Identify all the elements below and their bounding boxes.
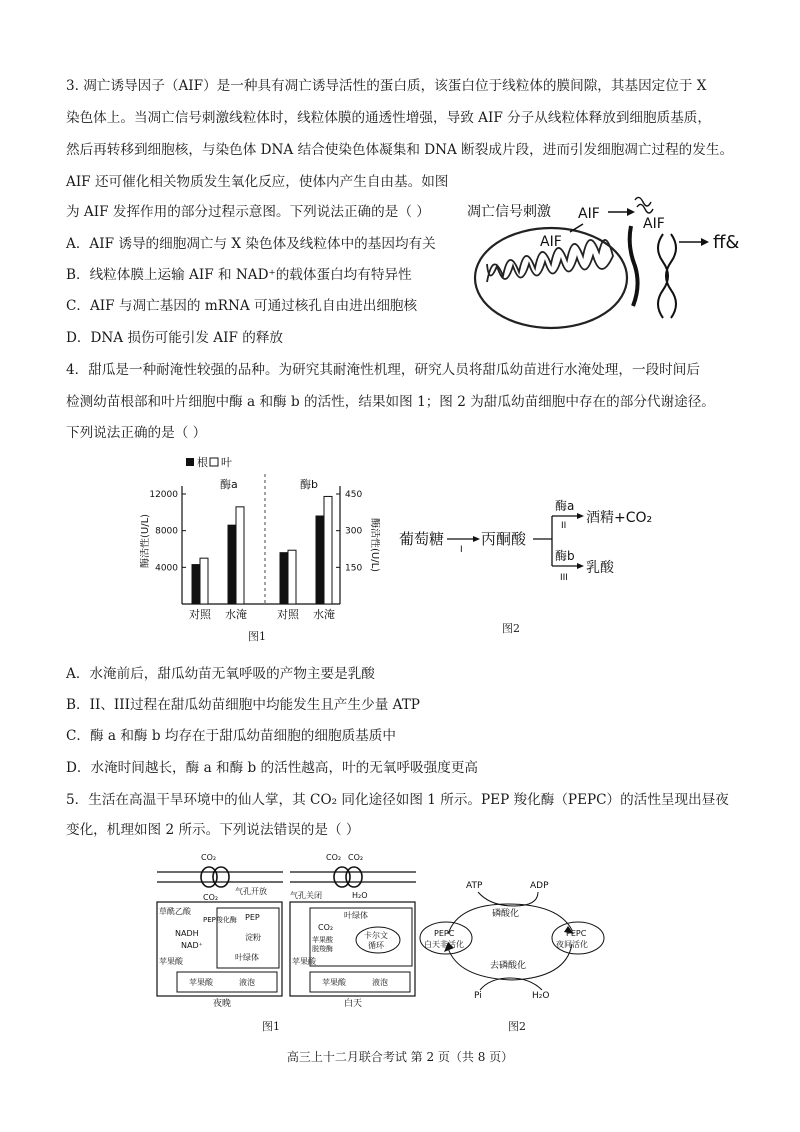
bar-酶a-根-对照 xyxy=(192,565,200,604)
night-co2-bot: CO₂ xyxy=(203,893,219,902)
q3-stem-line3: 然后再转移到细胞核，与染色体 DNA 结合使染色体凝集和 DNA 断裂成片段，进而引发细胞凋亡过程的发生。 xyxy=(66,142,734,158)
cycle-adp: ADP xyxy=(530,881,549,891)
pepc-cycle-diagram xyxy=(418,872,618,1002)
q4-stem-line1: 4．甜瓜是一种耐淹性较强的品种。为研究其耐淹性机理，研究人员将甜瓜幼苗进行水淹处理，一段时间后 xyxy=(66,362,700,378)
q4-fig2-caption: 图2 xyxy=(502,622,520,635)
aif-signal-label: 凋亡信号刺激 xyxy=(467,204,551,220)
q3-option-b: B．线粒体膜上运输 AIF 和 NAD⁺的载体蛋白均有特异性 xyxy=(66,267,412,283)
y-tick-label: 300 xyxy=(345,526,363,537)
cycle-right-line1: PEPC xyxy=(566,929,587,938)
aif-right-label: AIF xyxy=(643,216,665,232)
legend-root: 根 xyxy=(197,456,208,469)
day-co2: CO₂ xyxy=(318,923,334,932)
q5-fig2-caption: 图2 xyxy=(508,1020,526,1033)
q3-option-a: A．AIF 诱导的细胞凋亡与 X 染色体及线粒体中的基因均有关 xyxy=(66,236,436,252)
q4-option-c: C．酶 a 和酶 b 均存在于甜瓜幼苗细胞的细胞质基质中 xyxy=(66,728,396,744)
day-enzyme-line1: 苹果酸 xyxy=(312,936,333,944)
day-enzyme-line2: 脱羧酶 xyxy=(312,945,333,953)
legend-leaf: 叶 xyxy=(221,456,232,469)
y-tick-label: 150 xyxy=(345,563,363,574)
q4-option-b: B．II、III过程在甜瓜幼苗细胞中均能发生且产生少量 ATP xyxy=(66,697,420,713)
night-malate: 苹果酸 xyxy=(159,957,183,966)
chart-legend xyxy=(186,455,232,469)
day-label: 白天 xyxy=(344,999,363,1008)
day-stoma: 气孔关闭 xyxy=(290,891,322,900)
q4-option-d: D．水淹时间越长，酶 a 和酶 b 的活性越高，叶的无氧呼吸强度更高 xyxy=(66,760,479,776)
cam-day-diagram xyxy=(288,848,418,1008)
pathway-roman3: III xyxy=(560,573,568,583)
cycle-dephos: 去磷酸化 xyxy=(490,961,527,971)
q4-fig1-caption: 图1 xyxy=(248,630,266,643)
pathway-pyruvate: 丙酮酸 xyxy=(481,530,527,548)
page-footer: 高三上十二月联合考试 第 2 页（共 8 页） xyxy=(286,1050,514,1064)
night-oaa: 草酰乙酸 xyxy=(159,907,191,916)
q3-stem-line2: 染色体上。当凋亡信号刺激线粒体时，线粒体膜的通透性增强，导致 AIF 分子从线粒体释放到细胞质基质， xyxy=(66,110,711,126)
day-co2-top2: CO₂ xyxy=(348,853,364,862)
bar-酶b-根-水淹 xyxy=(316,516,324,604)
metabolic-pathway xyxy=(395,494,695,594)
dna-fragments-icon: ﬀ& xyxy=(713,232,740,253)
pathway-product-b: 乳酸 xyxy=(586,560,614,576)
cycle-left-line1: PEPC xyxy=(434,929,455,938)
enzyme-activity-chart xyxy=(140,448,380,648)
cycle-atp: ATP xyxy=(466,881,483,891)
bar-酶b-根-对照 xyxy=(280,553,288,604)
panel-b-title: 酶b xyxy=(300,478,318,491)
pathway-enzyme-a: 酶a xyxy=(555,499,575,513)
cycle-pi: Pi xyxy=(474,991,482,1001)
day-h2o: H₂O xyxy=(352,891,368,900)
night-nad: NAD⁺ xyxy=(181,941,203,950)
cycle-h2o: H₂O xyxy=(532,991,550,1001)
pathway-roman2: II xyxy=(561,521,567,531)
night-stoma: 气孔开放 xyxy=(235,887,267,896)
aif-inner-label: AIF xyxy=(540,234,562,250)
q5-fig1-caption: 图1 xyxy=(262,1020,280,1033)
night-label: 夜晚 xyxy=(213,999,232,1008)
day-chloroplast: 叶绿体 xyxy=(344,911,368,920)
night-vacuole: 液泡 xyxy=(239,978,255,987)
dna-helix xyxy=(658,234,676,318)
panel-a-title: 酶a xyxy=(220,478,238,491)
q3-stem-line1: 3. 凋亡诱导因子（AIF）是一种具有凋亡诱导活性的蛋白质，该蛋白位于线粒体的膜间隙，其基因定位于 X xyxy=(66,78,707,94)
q4-stem-line2: 检测幼苗根部和叶片细胞中酶 a 和酶 b 的活性，结果如图 1；图 2 为甜瓜幼苗细胞中存在的部分代谢途径。 xyxy=(66,394,715,410)
day-malate: 苹果酸 xyxy=(292,957,316,966)
night-starch: 淀粉 xyxy=(245,933,261,942)
x-tick-label: 对照 xyxy=(277,608,299,621)
q4-option-a: A．水淹前后，甜瓜幼苗无氧呼吸的产物主要是乳酸 xyxy=(66,666,375,682)
right-ylabel: 酶活性(U/L) xyxy=(369,518,380,573)
chromosome-strand-a xyxy=(635,197,651,206)
q3-option-c: C．AIF 与凋亡基因的 mRNA 可通过核孔自由进出细胞核 xyxy=(66,298,418,314)
y-tick-label: 12000 xyxy=(149,490,178,500)
q5-stem-line1: 5．生活在高温干旱环境中的仙人掌，其 CO₂ 同化途径如图 1 所示。PEP 羧化酶（PEPC）的活性呈现出昼夜 xyxy=(66,792,729,808)
night-pep: PEP xyxy=(245,913,260,922)
q3-option-d: D．DNA 损伤可能引发 AIF 的释放 xyxy=(66,330,284,346)
day-co2-top1: CO₂ xyxy=(326,853,342,862)
pathway-enzyme-b: 酶b xyxy=(555,549,575,563)
cycle-right-line2: 夜间活化 xyxy=(556,940,588,949)
cycle-left-line2: 白天非活化 xyxy=(424,940,464,949)
pathway-roman1: I xyxy=(460,545,463,555)
bar-酶b-叶-水淹 xyxy=(324,496,332,604)
q4-stem-line3: 下列说法正确的是（ ） xyxy=(66,425,207,441)
night-co2-top: CO₂ xyxy=(201,853,217,862)
pathway-glucose: 葡萄糖 xyxy=(399,530,445,548)
day-vac-malate: 苹果酸 xyxy=(322,978,346,987)
dna-strand-left xyxy=(630,226,638,306)
x-tick-label: 水淹 xyxy=(313,608,335,621)
night-nadh: NADH xyxy=(175,929,199,938)
q3-stem-line4: AIF 还可催化相关物质发生氧化反应，使体内产生自由基。如图 xyxy=(66,174,449,190)
night-pepc: PEP羧化酶 xyxy=(203,916,237,924)
night-chloroplast: 叶绿体 xyxy=(235,953,259,962)
bar-酶b-叶-对照 xyxy=(288,550,296,604)
y-tick-label: 8000 xyxy=(155,526,178,537)
day-vacuole: 液泡 xyxy=(372,978,388,987)
y-tick-label: 4000 xyxy=(155,563,178,574)
cycle-phos: 磷酸化 xyxy=(492,909,520,919)
aif-diagram xyxy=(465,190,765,340)
q3-stem-line5: 为 AIF 发挥作用的部分过程示意图。下列说法正确的是（ ） xyxy=(66,204,430,220)
q5-stem-line2: 变化，机理如图 2 所示。下列说法错误的是（ ） xyxy=(66,822,360,838)
aif-outer-label: AIF xyxy=(578,206,600,222)
night-vac-malate: 苹果酸 xyxy=(189,978,213,987)
x-tick-label: 对照 xyxy=(189,608,211,621)
pathway-product-a: 酒精+CO₂ xyxy=(586,510,653,526)
y-tick-label: 450 xyxy=(345,490,363,500)
day-calvin-line1: 卡尔文 xyxy=(364,931,388,940)
bar-酶a-叶-对照 xyxy=(200,558,208,604)
day-calvin-line2: 循环 xyxy=(368,941,384,950)
cam-night-diagram xyxy=(155,848,285,1008)
bar-酶a-叶-水淹 xyxy=(236,507,244,604)
left-ylabel: 酶活性(U/L) xyxy=(140,513,151,568)
x-tick-label: 水淹 xyxy=(225,608,247,621)
bar-酶a-根-水淹 xyxy=(228,525,236,604)
